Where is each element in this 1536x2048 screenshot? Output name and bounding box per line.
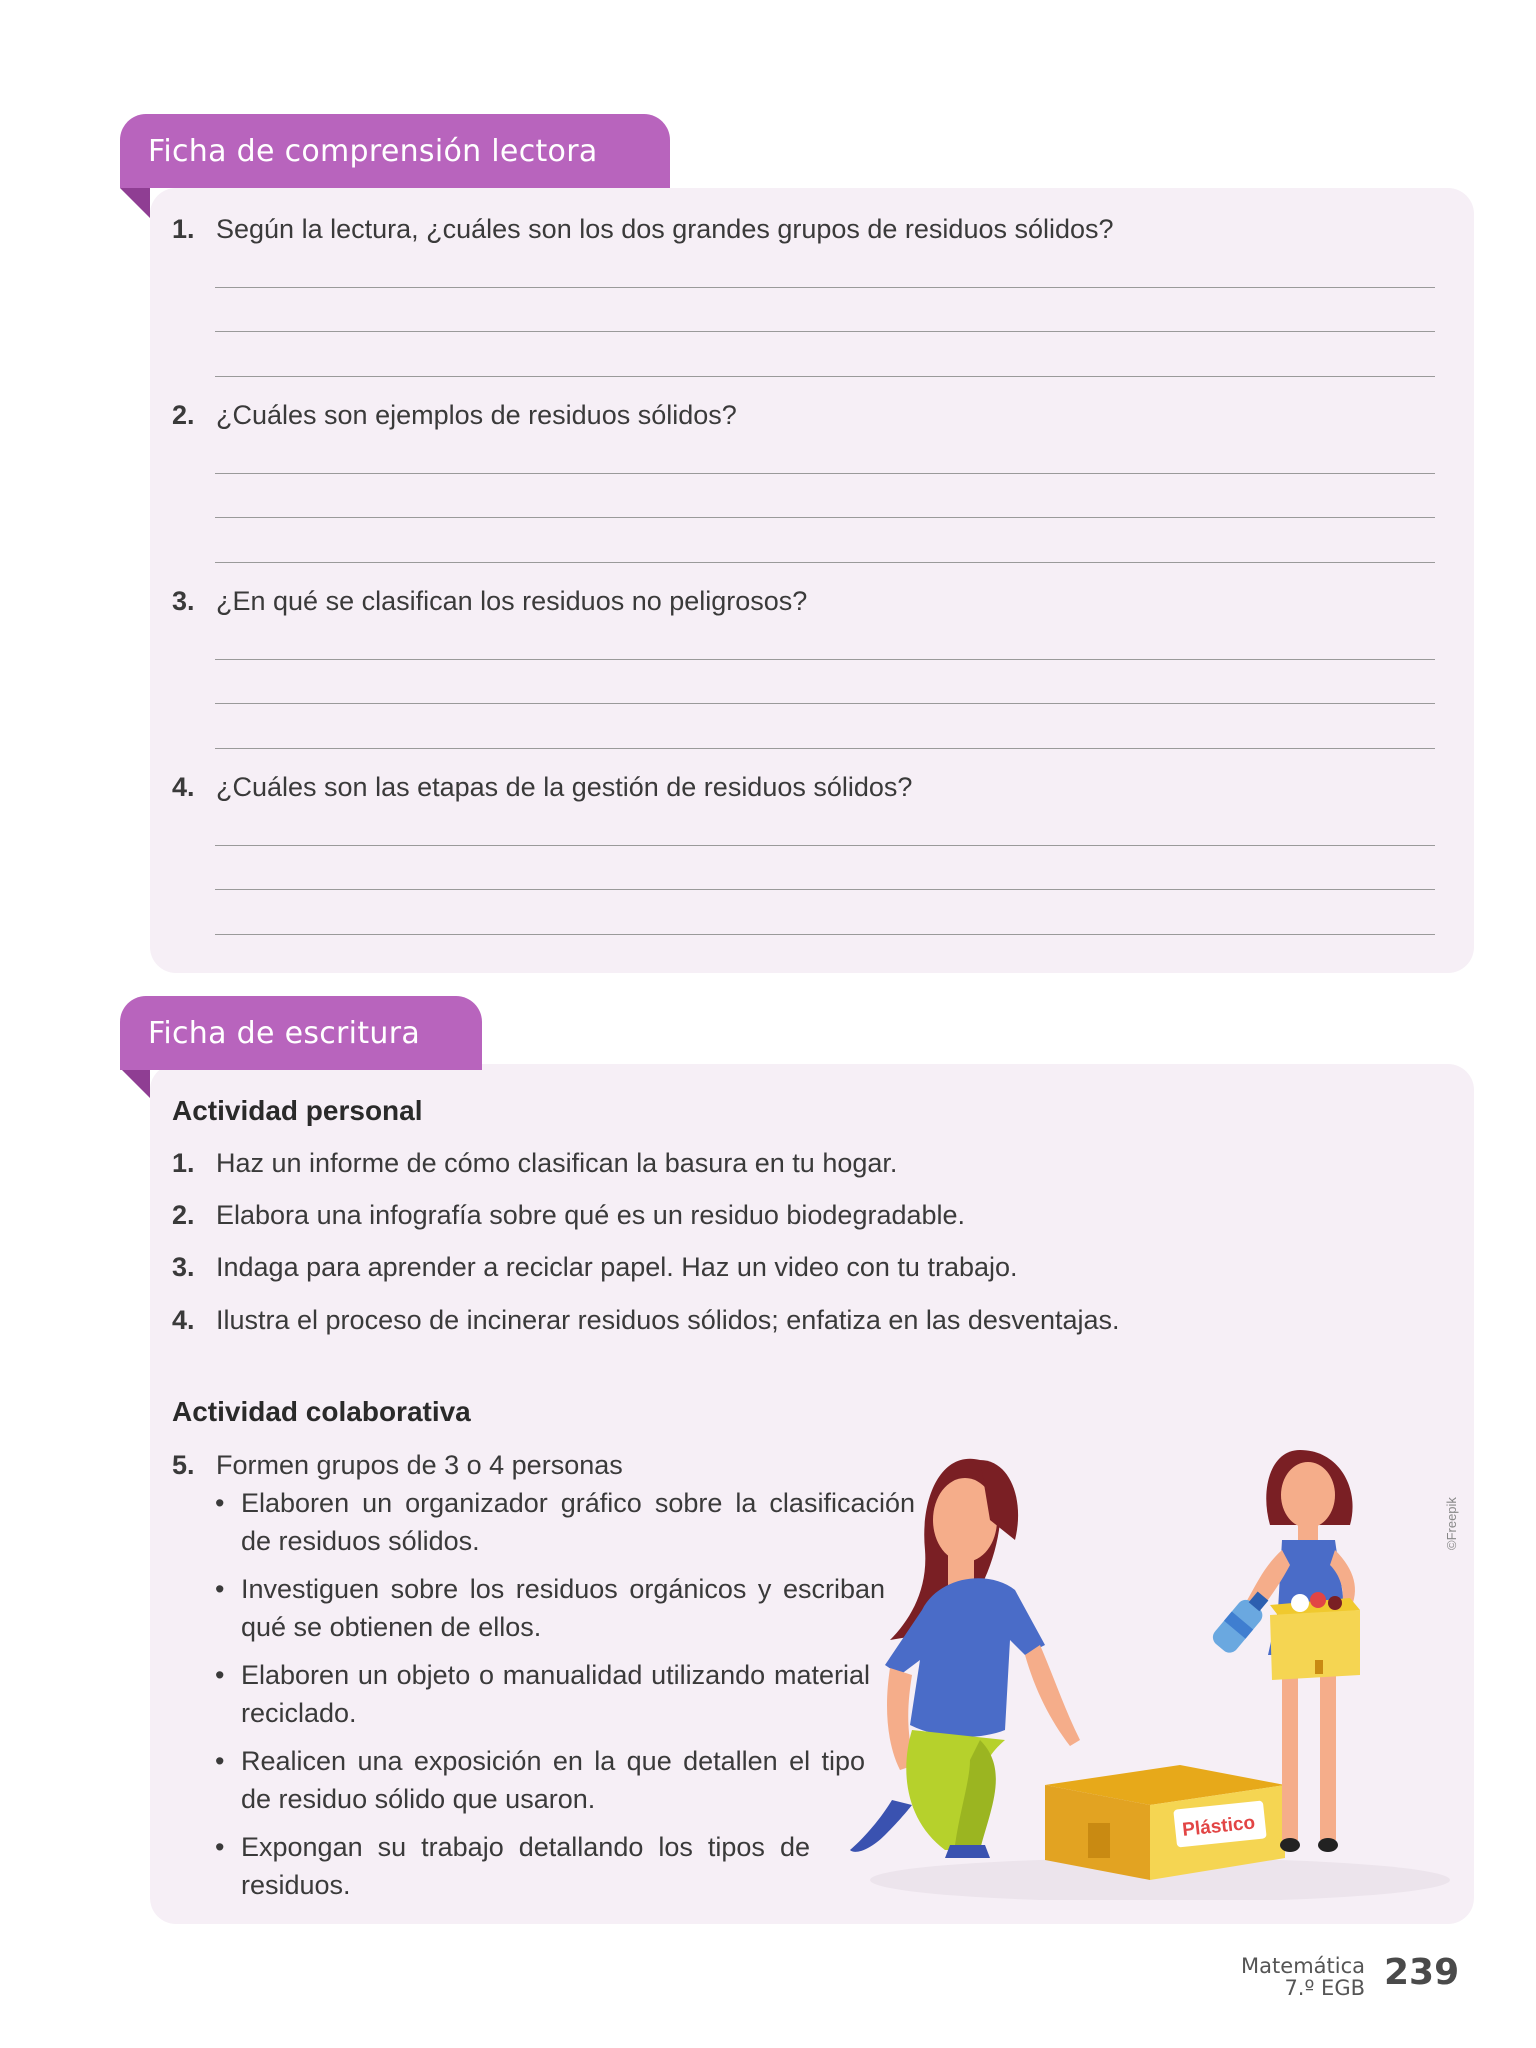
plastic-box — [1045, 1765, 1285, 1880]
question-1 — [172, 214, 1114, 245]
bullet-text: Elaboren un organizador gráfico sobre la clasificación de residuos sólidos. — [241, 1488, 915, 1556]
item-number: 4. — [172, 1305, 195, 1335]
writing-title: Ficha de escritura — [120, 996, 482, 1070]
answer-line[interactable] — [215, 748, 1435, 749]
question-number: 3. — [172, 586, 195, 616]
question-number: 1. — [172, 214, 195, 244]
tab-fold — [120, 188, 150, 218]
box-label: Plástico — [1181, 1812, 1257, 1841]
personal-activity-heading: Actividad personal — [172, 1095, 423, 1126]
item-text: Elabora una infografía sobre qué es un residuo biodegradable. — [216, 1200, 966, 1230]
reading-comprehension-title: Ficha de comprensión lectora — [120, 114, 670, 188]
question-text: ¿Cuáles son las etapas de la gestión de residuos sólidos? — [216, 772, 913, 802]
item-number: 3. — [172, 1252, 195, 1282]
item-number: 1. — [172, 1148, 195, 1178]
answer-line[interactable] — [215, 889, 1435, 890]
bullet-text: Investiguen sobre los residuos orgánicos y escriban qué se obtienen de ellos. — [241, 1574, 885, 1642]
personal-item-4 — [172, 1305, 1120, 1336]
answer-line[interactable] — [215, 659, 1435, 660]
grade-label: 7.º EGB — [1284, 1976, 1365, 2000]
answer-line[interactable] — [215, 934, 1435, 935]
question-2 — [172, 400, 737, 431]
answer-line[interactable] — [215, 517, 1435, 518]
question-text: Según la lectura, ¿cuáles son los dos grandes grupos de residuos sólidos? — [216, 214, 1114, 244]
question-text: ¿Cuáles son ejemplos de residuos sólidos? — [216, 400, 737, 430]
item-text: Ilustra el proceso de incinerar residuos sólidos; enfatiza en las desventajas. — [216, 1305, 1120, 1335]
bullet-item: • Investiguen sobre los residuos orgánicos y escriban qué se obtienen de ellos. — [215, 1570, 885, 1646]
answer-line[interactable] — [215, 376, 1435, 377]
question-text: ¿En qué se clasifican los residuos no peligrosos? — [216, 586, 808, 616]
subject-name: Matemática — [1241, 1954, 1365, 1978]
page-number: 239 — [1384, 1952, 1460, 1993]
bullet-item: • Elaboren un organizador gráfico sobre la clasificación de residuos sólidos. — [215, 1484, 915, 1560]
question-number: 4. — [172, 772, 195, 802]
personal-item-3 — [172, 1252, 1018, 1283]
question-4 — [172, 772, 912, 803]
collaborative-activity-heading: Actividad colaborativa — [172, 1396, 471, 1427]
tab-fold — [120, 1068, 150, 1098]
item-number: 5. — [172, 1450, 195, 1480]
collab-item-5 — [172, 1450, 623, 1481]
question-3 — [172, 586, 807, 617]
personal-item-1 — [172, 1148, 897, 1179]
bullet-text: Expongan su trabajo detallando los tipos de residuos. — [241, 1832, 810, 1900]
reading-comprehension-panel — [150, 188, 1474, 973]
answer-line[interactable] — [215, 703, 1435, 704]
bullet-item: • Realicen una exposición en la que detallen el tipo de residuo sólido que usaron. — [215, 1742, 865, 1818]
bullet-text: Realicen una exposición en la que detallen el tipo de residuo sólido que usaron. — [241, 1746, 865, 1814]
item-number: 2. — [172, 1200, 195, 1230]
answer-line[interactable] — [215, 287, 1435, 288]
answer-line[interactable] — [215, 845, 1435, 846]
plastic-bottle — [1209, 1587, 1274, 1656]
image-credit: ©Freepik — [1444, 1497, 1459, 1550]
item-text: Indaga para aprender a reciclar papel. Haz un video con tu trabajo. — [216, 1252, 1018, 1282]
question-number: 2. — [172, 400, 195, 430]
item-text: Haz un informe de cómo clasifican la basura en tu hogar. — [216, 1148, 898, 1178]
answer-line[interactable] — [215, 331, 1435, 332]
bullet-item: • Expongan su trabajo detallando los tipos de residuos. — [215, 1828, 810, 1904]
personal-item-2 — [172, 1200, 965, 1231]
footer-subject — [1241, 1955, 1365, 1999]
bullet-text: Elaboren un objeto o manualidad utilizando material reciclado. — [241, 1660, 870, 1728]
bullet-item: • Elaboren un objeto o manualidad utilizando material reciclado. — [215, 1656, 870, 1732]
item-text: Formen grupos de 3 o 4 personas — [216, 1450, 623, 1480]
recycling-illustration — [830, 1440, 1450, 1900]
answer-line[interactable] — [215, 473, 1435, 474]
answer-line[interactable] — [215, 562, 1435, 563]
